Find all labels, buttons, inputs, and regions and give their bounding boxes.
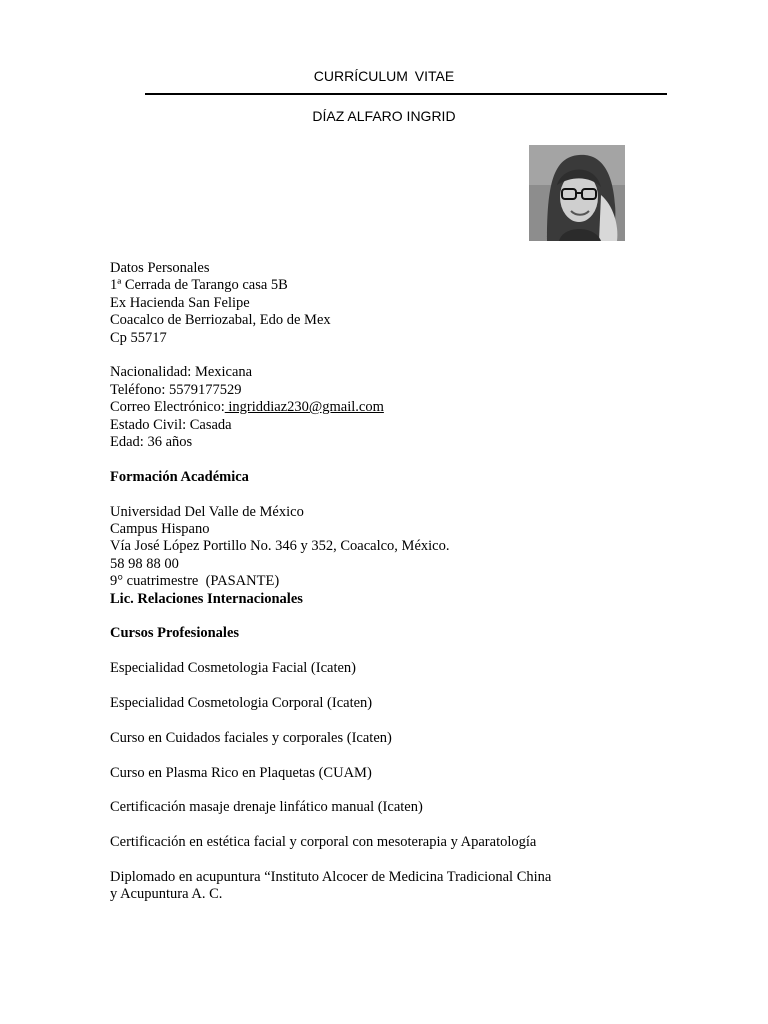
course-item: Curso en Cuidados faciales y corporales (Icaten) (110, 729, 392, 746)
university-phone: 58 98 88 00 (110, 555, 179, 572)
profile-photo (529, 145, 625, 241)
candidate-name: DÍAZ ALFARO INGRID (312, 108, 456, 124)
study-status: 9° cuatrimestre (PASANTE) (110, 573, 280, 590)
diploma-line-1: Diplomado en acupuntura “Instituto Alcocer de Medicina Tradicional China (110, 869, 552, 886)
address-line-1: 1ª Cerrada de Tarango casa 5B (110, 277, 288, 294)
personal-heading: Datos Personales (110, 260, 210, 276)
education-heading: Formación Académica (110, 468, 249, 485)
course-item: Especialidad Cosmetologia Corporal (Icaten) (110, 695, 373, 712)
nationality: Nacionalidad: Mexicana (110, 364, 253, 381)
course-item: Especialidad Cosmetologia Facial (Icaten) (110, 660, 357, 677)
cv-body (110, 260, 710, 904)
course-item: Certificación en estética facial y corporal con mesoterapia y Aparatología (110, 834, 537, 851)
course-item: Curso en Plasma Rico en Plaquetas (CUAM) (110, 764, 372, 781)
phone: Teléfono: 5579177529 (110, 381, 242, 398)
courses-heading: Cursos Profesionales (110, 625, 240, 642)
title-divider (145, 93, 667, 95)
postal-code: Cp 55717 (110, 329, 167, 346)
address-line-2: Ex Hacienda San Felipe (110, 294, 250, 311)
course-item: Certificación masaje drenaje linfático manual (Icaten) (110, 799, 423, 816)
university: Universidad Del Valle de México (110, 503, 304, 520)
address-line-3: Coacalco de Berriozabal, Edo de Mex (110, 312, 331, 329)
document-title: CURRÍCULUM VITAE (313, 68, 455, 84)
university-address: Vía José López Portillo No. 346 y 352, Coacalco, México. (110, 538, 450, 555)
degree: Lic. Relaciones Internacionales (110, 590, 303, 607)
age: Edad: 36 años (110, 434, 193, 451)
email-row (110, 399, 710, 416)
campus: Campus Hispano (110, 521, 210, 538)
civil-status: Estado Civil: Casada (110, 416, 232, 433)
diploma-line-2: y Acupuntura A. C. (110, 886, 223, 903)
email-link[interactable]: ingriddiaz230@gmail.com (224, 399, 384, 416)
email-label: Correo Electrónico: (110, 399, 225, 416)
